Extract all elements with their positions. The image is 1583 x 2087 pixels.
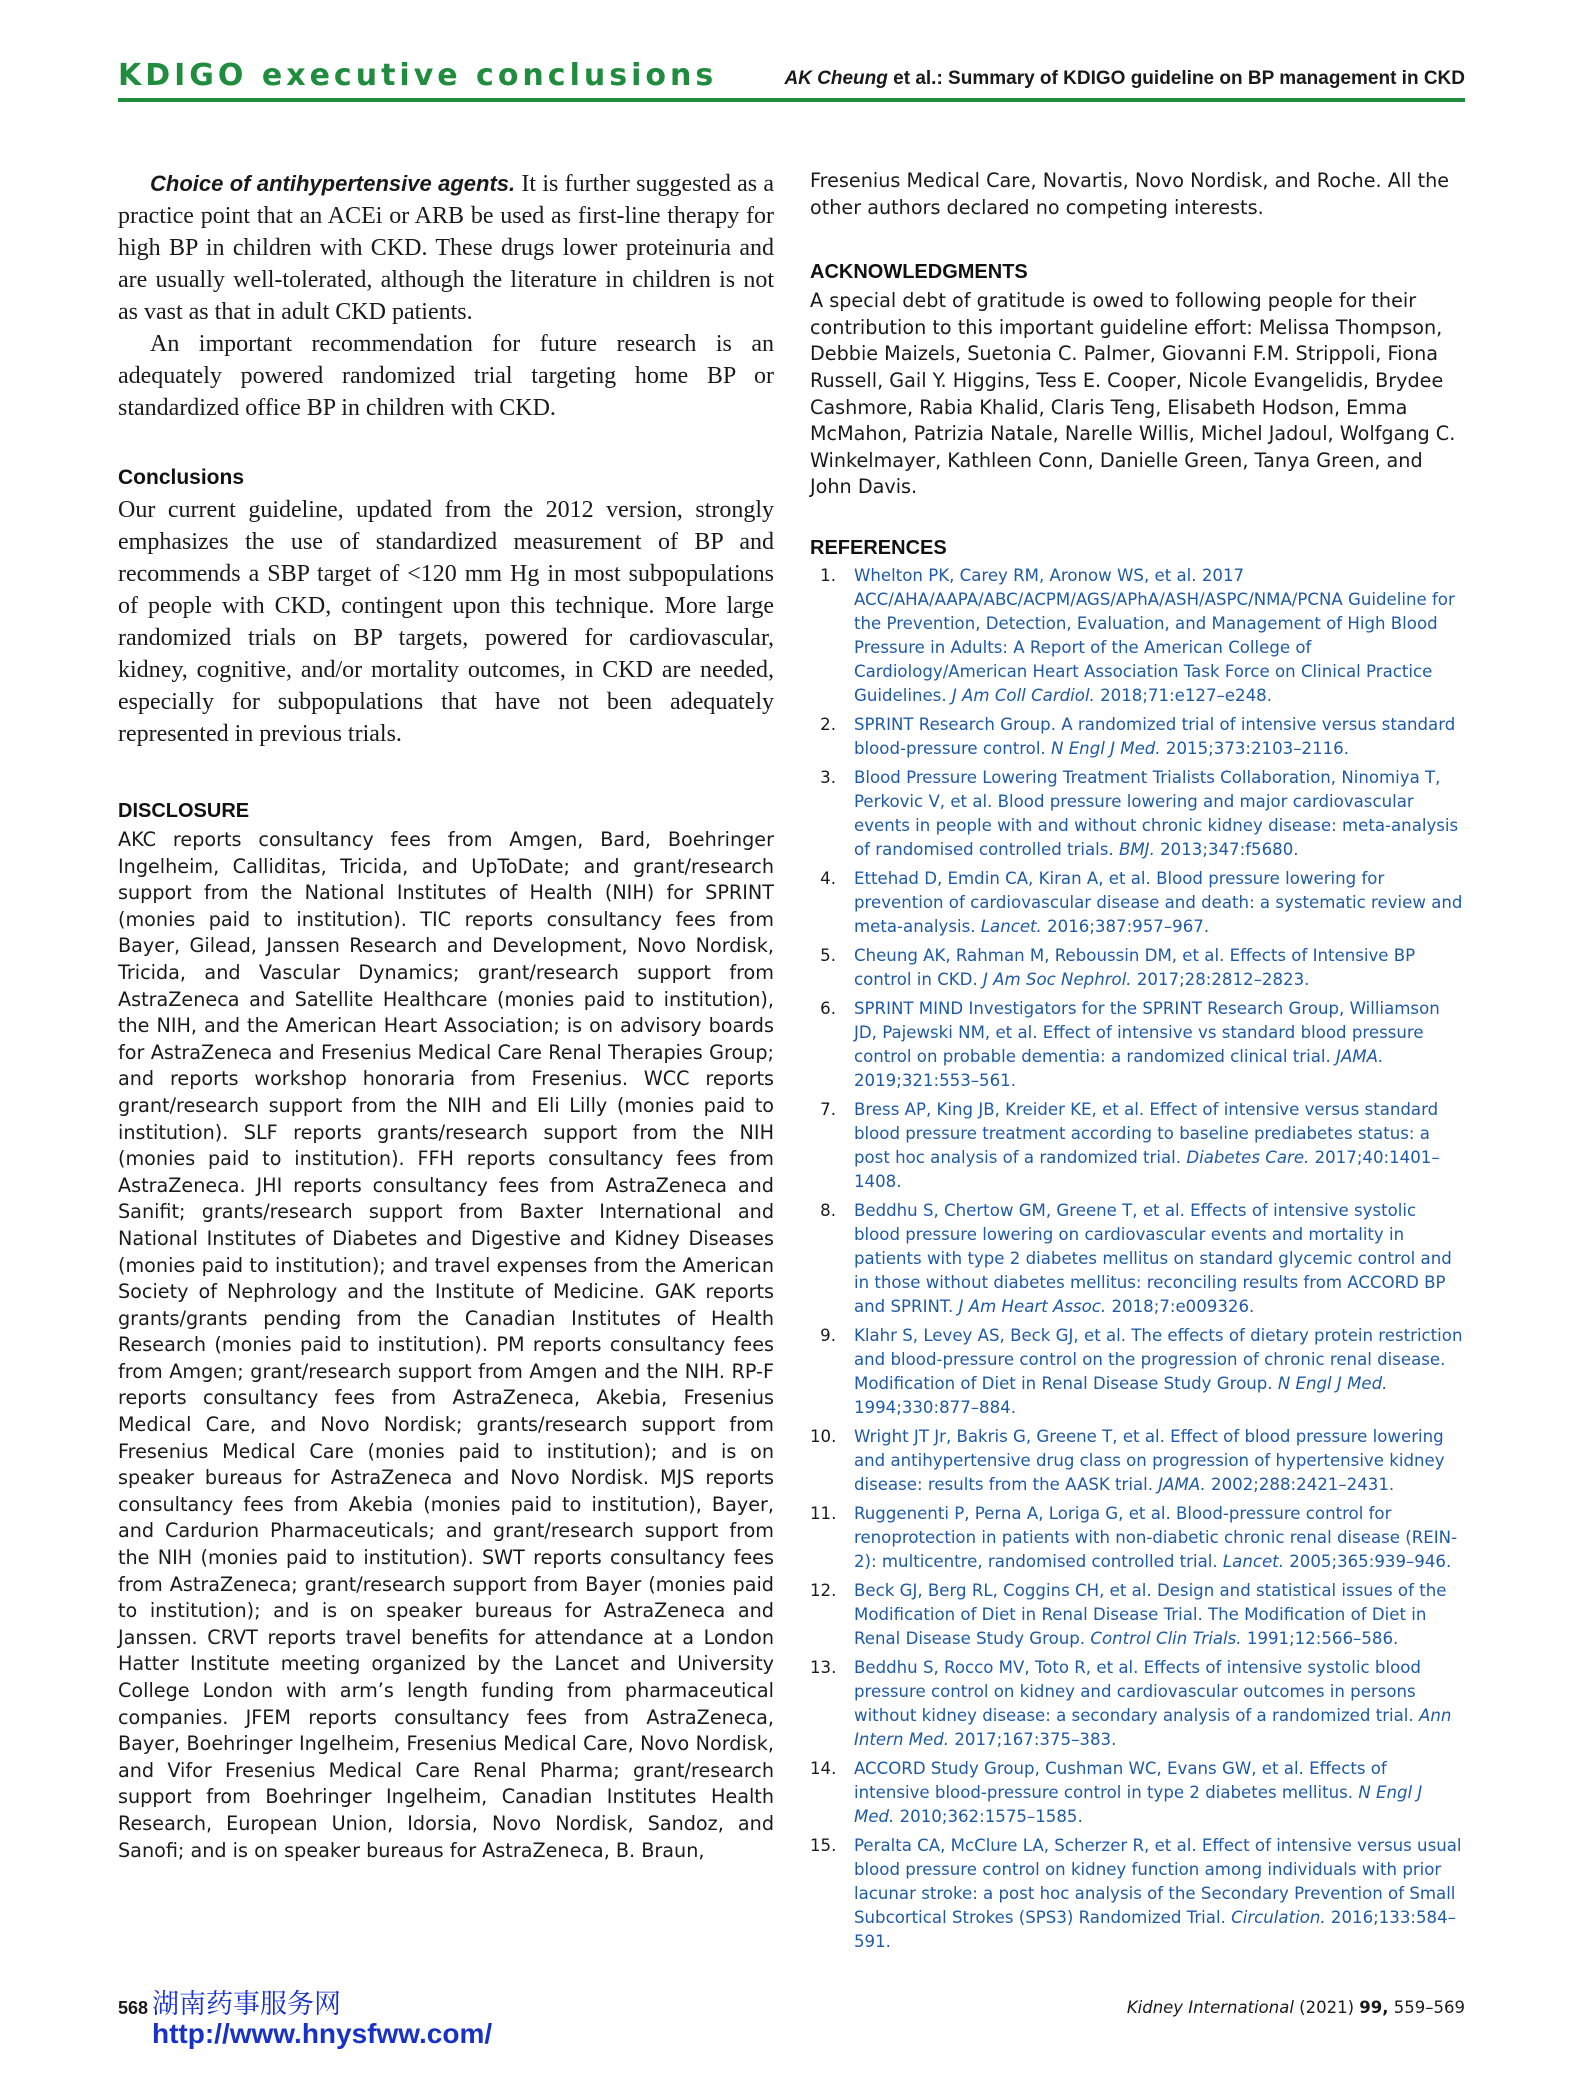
reference-link[interactable]: Wright JT Jr, Bakris G, Greene T, et al. Effect of blood pressure lowering and antihypertensive drug class on progression of hypertensive kidney disease: results from the AASK trial. [854,1426,1445,1494]
right-column [810,168,1465,1959]
reference-item [810,867,1465,939]
reference-number: 1. [820,565,836,585]
choice-text: It is further suggested as a practice point that an ACEi or ARB be used as first-line therapy for high BP in children with CKD. These drugs lower proteinuria and are usually well-tolerated, although the literature in children is not as vast as that in adult CKD patients. [118,171,775,325]
reference-journal: J Am Heart Assoc. [958,1296,1107,1316]
journal-year: (2021) [1293,1998,1360,2017]
disclosure-continued: Fresenius Medical Care, Novartis, Novo Nordisk, and Roche. All the other authors declared no competing interests. [810,169,1450,219]
reference-link[interactable]: Klahr S, Levey AS, Beck GJ, et al. The effects of dietary protein restriction and blood-pressure control on the progression of chronic renal disease. Modification of Diet in Renal Disease Study Group. [854,1325,1463,1393]
reference-journal: JAMA. [1158,1474,1206,1494]
reference-journal: N Engl J Med. [854,1782,1423,1826]
reference-item [810,766,1465,862]
conclusions-heading: Conclusions [118,466,245,489]
acknowledgments-heading: ACKNOWLEDGMENTS [810,261,1028,284]
reference-item [810,1199,1465,1319]
conclusions-paragraph: Our current guideline, updated from the 2012 version, strongly emphasizes the use of standardized measurement of BP and recommends a SBP target of <120 mm Hg in most subpopulations of people with CKD, contingent upon this technique. More large randomized trials on BP targets, powered for cardiovascular, kidney, cognitive, and/or mortality outcomes, in CKD are needed, especially for subpopulations that have not been adequately represented in previous trials. [118,497,774,747]
left-column [118,168,774,1864]
reference-number: 10. [810,1426,837,1446]
reference-journal: J Am Coll Cardiol. [951,685,1095,705]
reference-number: 3. [820,767,836,787]
journal-name: Kidney International [1126,1998,1294,2017]
reference-citation: 2019;321:553–561. [854,1070,1016,1090]
reference-citation: 2018;7:e009326. [1106,1296,1255,1316]
watermark-url[interactable]: http://www.hnysfww.com/ [152,2018,493,2049]
reference-item [810,997,1465,1093]
reference-link[interactable]: SPRINT MIND Investigators for the SPRINT Research Group, Williamson JD, Pajewski NM, et al. Effect of intensive vs standard blood pressure control on probable dementia: a randomized clinical trial. [854,998,1440,1066]
references-heading: REFERENCES [810,536,947,559]
journal-citation [1127,1998,1465,2017]
header-rule [118,98,1465,102]
reference-journal: N Engl J Med. [1277,1373,1388,1393]
reference-journal: N Engl J Med. [1051,738,1161,758]
reference-number: 15. [810,1835,837,1855]
reference-item [810,564,1465,708]
reference-citation: 2013;347:f5680. [1154,839,1299,859]
reference-number: 13. [810,1657,837,1677]
reference-citation: 2015;373:2103–2116. [1160,738,1350,758]
reference-link[interactable]: Ruggenenti P, Perna A, Loriga G, et al. Blood-pressure control for renoprotection in patients with non-diabetic chronic renal disease (REIN-2): multicentre, randomised controlled trial. [854,1503,1458,1571]
reference-link[interactable]: Beck GJ, Berg RL, Coggins CH, et al. Design and statistical issues of the Modification of Diet in Renal Disease Trial. The Modification of Diet in Renal Disease Study Group. [854,1580,1447,1648]
reference-list [810,564,1465,1954]
reference-item [810,1425,1465,1497]
reference-journal: Lancet. [1222,1551,1284,1571]
reference-number: 4. [820,868,836,888]
reference-citation: 2017;40:1401–1408. [854,1147,1440,1191]
reference-citation: 2005;365:939–946. [1283,1551,1452,1571]
reference-link[interactable]: SPRINT Research Group. A randomized trial of intensive versus standard blood-pressure control. [854,714,1456,758]
reference-link[interactable]: Peralta CA, McClure LA, Scherzer R, et al. Effect of intensive versus usual blood pressure control on kidney function among individuals with prior lacunar stroke: a post hoc analysis of the Secondary Prevention of Small Subcortical Strokes (SPS3) Randomized Trial. [854,1835,1462,1927]
disclosure-paragraph: AKC reports consultancy fees from Amgen, Bard, Boehringer Ingelheim, Calliditas, Tricida, and UpToDate; and grant/research support from the National Institutes of Health (NIH) for SPRINT (monies paid to institution). TIC reports consultancy fees from Bayer, Gilead, Janssen Research and Development, Novo Nordisk, Tricida, and Vascular Dynamics; grant/research support from AstraZeneca and Satellite Healthcare (monies paid to institution), the NIH, and the American Heart Association; is on advisory boards for AstraZeneca and Fresenius Medical Care Renal Therapies Group; and reports workshop honoraria from Fresenius. WCC reports grant/research support from the NIH and Eli Lilly (monies paid to institution). SLF reports grants/research support from the NIH (monies paid to institution). FFH reports consultancy fees from AstraZeneca. JHI reports consultancy fees from AstraZeneca and Sanifit; grants/research support from Baxter International and National Institutes of Diabetes and Digestive and Kidney Diseases (monies paid to institution); and travel expenses from the American Society of Nephrology and the Institute of Medicine. GAK reports grants/grants pending from the Canadian Institutes of Health Research (monies paid to institution). PM reports consultancy fees from Amgen; grant/research support from Amgen and the NIH. RP-F reports consultancy fees from AstraZeneca, Akebia, Fresenius Medical Care, and Novo Nordisk; grants/research support from Fresenius Medical Care (monies paid to institution); and is on speaker bureaus for AstraZeneca and Novo Nordisk. MJS reports consultancy fees from Akebia (monies paid to institution), Bayer, and Cardurion Pharmaceuticals; and grant/research support from the NIH (monies paid to institution). SWT reports consultancy fees from AstraZeneca; grant/research support from Bayer (monies paid to institution); and is on speaker bureaus for AstraZeneca and Janssen. CRVT reports travel benefits for attendance at a London Hatter Institute meeting organized by the Lancet and University College London with arm’s length funding from pharmaceutical companies. JFEM reports consultancy fees from AstraZeneca, Bayer, Boehringer Ingelheim, Fresenius Medical Care, Novo Nordisk, and Vifor Fresenius Medical Care Renal Pharma; grant/research support from Boehringer Ingelheim, Canadian Institutes Health Research, European Union, Idorsia, Novo Nordisk, Sandoz, and Sanofi; and is on speaker bureaus for AstraZeneca, B. Braun, [118,828,774,1862]
disclosure-heading: DISCLOSURE [118,800,250,822]
running-title-text: et al.: Summary of KDIGO guideline on BP management in CKD [887,68,1465,89]
reference-number: 14. [810,1758,837,1778]
reference-journal: Circulation. [1231,1907,1326,1927]
reference-journal: JAMA. [1336,1046,1384,1066]
reference-number: 11. [810,1503,837,1523]
reference-link[interactable]: ACCORD Study Group, Cushman WC, Evans GW, et al. Effects of intensive blood-pressure control in type 2 diabetes mellitus. [854,1758,1387,1802]
reference-link[interactable]: Whelton PK, Carey RM, Aronow WS, et al. 2017 ACC/AHA/AAPA/ABC/ACPM/AGS/APhA/ASH/ASPC/NMA/PCNA Guideline for the Prevention, Detection, Evaluation, and Management of High Blood Pressure in Adults: A Report of the American College of Cardiology/American Heart Association Task Force on Clinical Practice Guidelines. [854,565,1455,705]
reference-journal: Lancet. [980,916,1042,936]
reference-link[interactable]: Cheung AK, Rahman M, Reboussin DM, et al. Effects of Intensive BP control in CKD. [854,945,1416,989]
choice-paragraph [118,168,774,328]
reference-citation: 1991;12:566–586. [1241,1628,1399,1648]
reference-citation: 2016;387:957–967. [1041,916,1210,936]
reference-item [810,1757,1465,1829]
reference-number: 2. [820,714,836,734]
reference-journal: Control Clin Trials. [1090,1628,1242,1648]
reference-citation: 1994;330:877–884. [854,1397,1016,1417]
reference-citation: 2002;288:2421–2431. [1205,1474,1395,1494]
research-paragraph: An important recommendation for future research is an adequately powered randomized trial targeting home BP or standardized office BP in children with CKD. [118,331,774,421]
reference-journal: Ann Intern Med. [854,1705,1452,1749]
choice-heading: Choice of antihypertensive agents. [150,171,516,196]
reference-citation: 2017;28:2812–2823. [1131,969,1310,989]
reference-journal: J Am Soc Nephrol. [983,969,1132,989]
reference-link[interactable]: Bress AP, King JB, Kreider KE, et al. Effect of intensive versus standard blood pressure treatment according to baseline prediabetes status: a post hoc analysis of a randomized trial. [854,1099,1439,1167]
journal-volume: 99, [1359,1998,1389,2017]
reference-number: 5. [820,945,836,965]
reference-number: 12. [810,1580,837,1600]
acknowledgments-paragraph: A special debt of gratitude is owed to following people for their contribution to this important guideline effort: Melissa Thompson, Debbie Maizels, Suetonia C. Palmer, Giovanni F.M. Strippoli, Fiona Russell, Gail Y. Higgins, Tess E. Cooper, Nicole Evangelidis, Brydee Cashmore, Rabia Khalid, Claris Teng, Elisabeth Hodson, Emma McMahon, Patrizia Natale, Narelle Willis, Michel Jadoul, Wolfgang C. Winkelmayer, Kathleen Conn, Danielle Green, Tanya Green, and John Davis. [810,289,1456,499]
reference-citation: 2010;362:1575–1585. [894,1806,1083,1826]
reference-citation: 2018;71:e127–e248. [1094,685,1272,705]
page-number: 568 [118,1998,149,2018]
reference-link[interactable]: Beddhu S, Rocco MV, Toto R, et al. Effects of intensive systolic blood pressure control on kidney and cardiovascular outcomes in persons without kidney disease: a secondary analysis of a randomized trial. [854,1657,1421,1725]
reference-item [810,1502,1465,1574]
reference-number: 8. [820,1200,836,1220]
reference-number: 7. [820,1099,836,1119]
reference-number: 9. [820,1325,836,1345]
watermark-chinese: 湖南药事服务网 [152,1989,341,2020]
journal-pages: 559–569 [1388,1998,1465,2017]
reference-number: 6. [820,998,836,1018]
reference-item [810,944,1465,992]
reference-item [810,1656,1465,1752]
reference-item [810,1834,1465,1954]
reference-link[interactable]: Ettehad D, Emdin CA, Kiran A, et al. Blood pressure lowering for prevention of cardiovascular disease and death: a systematic review and meta-analysis. [854,868,1463,936]
running-title [784,68,1465,90]
reference-item [810,1579,1465,1651]
reference-item [810,1324,1465,1420]
reference-item [810,1098,1465,1194]
reference-citation: 2017;167:375–383. [949,1729,1117,1749]
reference-journal: Diabetes Care. [1186,1147,1310,1167]
section-header: KDIGO executive conclusions [118,58,718,93]
running-title-author: AK Cheung [784,68,888,89]
reference-item [810,713,1465,761]
reference-link[interactable]: Blood Pressure Lowering Treatment Trialists Collaboration, Ninomiya T, Perkovic V, et al. Blood pressure lowering and major cardiovascular events in people with and without chronic kidney disease: meta-analysis of randomised controlled trials. [854,767,1459,859]
reference-link[interactable]: Beddhu S, Chertow GM, Greene T, et al. Effects of intensive systolic blood pressure lowering on cardiovascular events and mortality in patients with type 2 diabetes mellitus on standard glycemic control and in those without diabetes mellitus: reconciling results from ACCORD BP and SPRINT. [854,1200,1452,1316]
reference-journal: BMJ. [1118,839,1155,859]
reference-citation: 2016;133:584–591. [854,1907,1456,1951]
